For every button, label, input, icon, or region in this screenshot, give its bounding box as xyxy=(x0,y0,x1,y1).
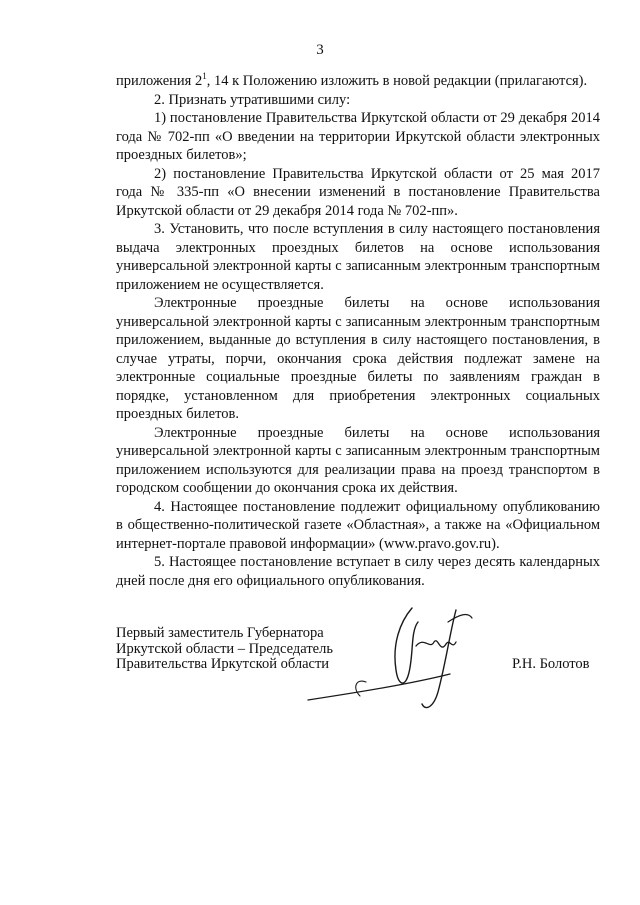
paragraph-replacement: Электронные проездные билеты на основе использования универсальной электронной карты с записанным электронным транспортным приложением, выданные до вступления в силу настоящего постановления, в случае утраты, порчи, окончания срока действия подлежат замене на электронные социальные проездные билеты по заявлениям граждан в порядке, установленном для приобретения электронных социальных проездных билетов. xyxy=(116,295,600,422)
annex-text-start: приложения 2 xyxy=(116,73,203,89)
paragraph-clause-3: 3. Установить, что после вступления в силу настоящего постановления выдача электронных проездных билетов на основе использования универсальной электронной карты с записанным электронным транспортным приложением не осуществляется. xyxy=(116,221,600,293)
paragraph-clause-5: 5. Настоящее постановление вступает в силу через десять календарных дней после дня его официального опубликования. xyxy=(116,554,600,589)
handwritten-signature-icon xyxy=(300,592,480,722)
annex-text-end: , 14 к Положению изложить в новой редакции (прилагаются). xyxy=(206,73,588,89)
paragraph-validity: Электронные проездные билеты на основе использования универсальной электронной карты с записанным электронным транспортным приложением используются для реализации права на проезд транспортом в городском сообщении до окончания срока их действия. xyxy=(116,424,600,496)
page-number: 3 xyxy=(316,42,324,58)
paragraph-repeal-heading: 2. Признать утратившими силу: xyxy=(154,91,351,108)
signatory-title-line-2: Иркутской области – Председатель xyxy=(116,640,333,657)
paragraph-clause-4: 4. Настоящее постановление подлежит официальному опубликованию в общественно-политической газете «Областная», а также на «Официальном интернет-портале правовой информации» (www.pravo.gov.ru). xyxy=(116,498,600,552)
paragraph-repeal-item-1: 1) постановление Правительства Иркутской области от 29 декабря 2014 года № 702-пп «О введении на территории Иркутской области электронных проездных билетов»; xyxy=(116,110,600,163)
signatory-title-line-3: Правительства Иркутской области xyxy=(116,656,330,672)
signatory-name: Р.Н. Болотов xyxy=(512,656,590,672)
paragraph-annex-clause xyxy=(116,72,600,91)
annex-superscript: 1 xyxy=(202,71,207,82)
signatory-title-line-1: Первый заместитель Губернатора xyxy=(116,625,324,641)
paragraph-repeal-item-2: 2) постановление Правительства Иркутской области от 25 мая 2017 года № 335-пп «О внесении изменений в постановление Правительства Иркутской области от 29 декабря 2014 года № 702-пп». xyxy=(116,165,600,219)
document-body xyxy=(116,72,600,590)
